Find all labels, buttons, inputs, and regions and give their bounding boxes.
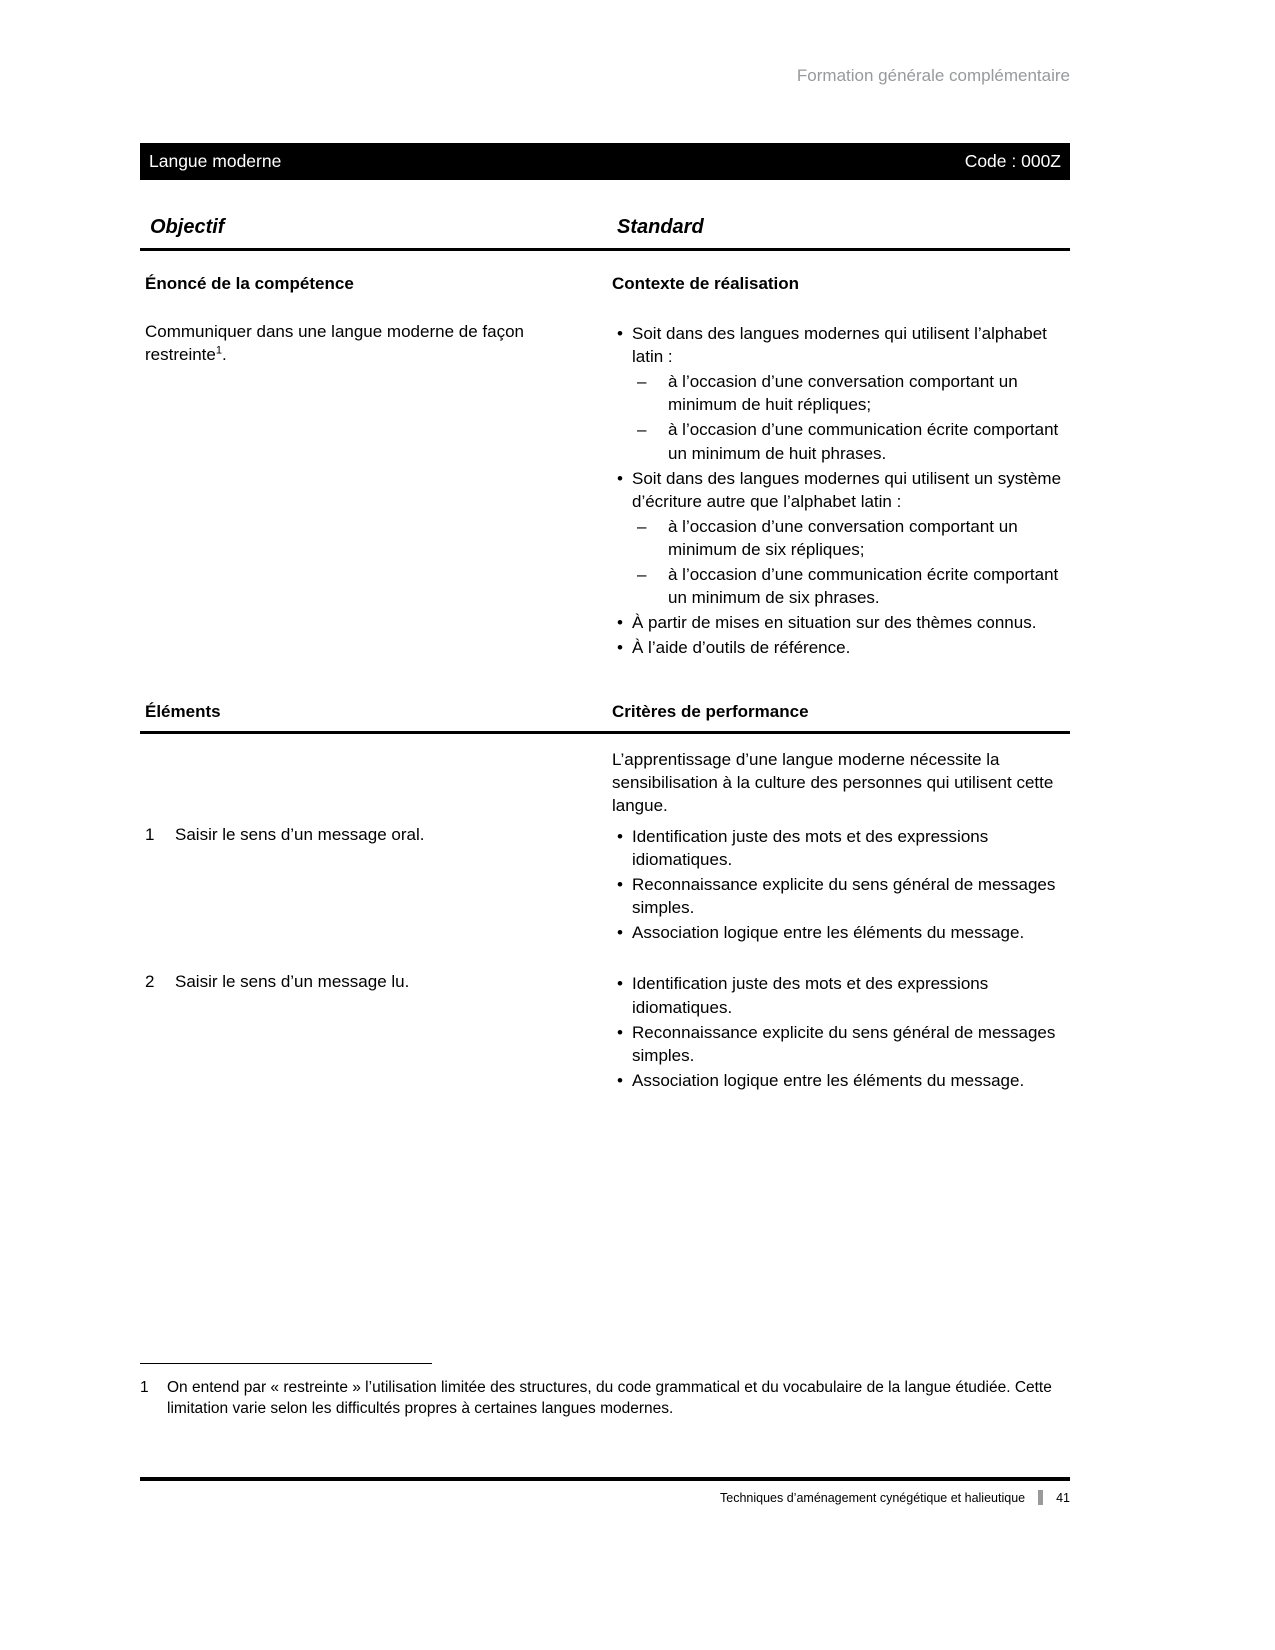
dash-icon: – [637,372,647,392]
element1-row [140,823,1070,945]
sub-list-item-text: à l’occasion d’une conversation comportant un minimum de six répliques; [668,516,1018,559]
page-number: 41 [1056,1490,1070,1505]
footer-inner [140,1490,1070,1505]
context-list [612,320,1070,660]
intro-row [140,748,1070,817]
criteria-list [612,823,1070,945]
list-item [612,1021,1070,1067]
section2-headings-row [140,702,1070,734]
dash-icon: – [637,516,647,536]
competence-statement [140,320,612,660]
element-number: 1 [145,824,155,844]
footnote-reference: 1 [215,344,222,357]
intro-left-spacer [140,748,612,817]
element-item [140,970,612,1092]
bullet-icon: • [617,613,623,633]
elements-heading: Éléments [145,701,221,721]
section1-headings-row [140,274,1070,294]
bullet-icon: • [617,974,623,994]
sub-list-item [612,418,1070,464]
list-item-text: À l’aide d’outils de référence. [632,638,851,658]
sub-list-item-text: à l’occasion d’une communication écrite comportant un minimum de six phrases. [668,565,1059,608]
list-item-text: Association logique entre les éléments du message. [632,923,1025,943]
page-footer [140,1477,1070,1505]
competence-text: Communiquer dans une langue moderne de façon restreinte [145,322,524,365]
footnote-body [140,1377,1070,1420]
column-headers-row [140,216,1070,251]
sub-list-item-text: à l’occasion d’une conversation comportant un minimum de huit répliques; [668,372,1018,415]
standard-header: Standard [617,216,704,238]
list-item-text: Reconnaissance explicite du sens général de messages simples. [632,875,1056,918]
element-text: Saisir le sens d’un message lu. [175,972,410,992]
bullet-icon: • [617,923,623,943]
list-item-text: Identification juste des mots et des expressions idiomatiques. [632,974,989,1017]
criteres-heading: Critères de performance [612,701,809,721]
list-item-text: Identification juste des mots et des expressions idiomatiques. [632,826,989,869]
sub-list-item [612,563,1070,609]
criteria-list [612,970,1070,1092]
footnote-separator [140,1363,432,1364]
list-item [612,1069,1070,1092]
bullet-icon: • [617,875,623,895]
sub-list-item-text: à l’occasion d’une communication écrite comportant un minimum de huit phrases. [668,420,1059,463]
list-item-text: Soit dans des langues modernes qui utilisent l’alphabet latin : [632,324,1047,367]
bullet-icon: • [617,1022,623,1042]
sub-list-item [612,515,1070,561]
list-item [612,322,1070,368]
footer-separator-bar [1038,1490,1043,1505]
section1-body-row [140,320,1070,660]
element2-row [140,970,1070,1092]
list-item [612,636,1070,659]
footnote [140,1363,1070,1420]
dash-icon: – [637,565,647,585]
list-item [612,467,1070,513]
bullet-icon: • [617,324,623,343]
footnote-text: On entend par « restreinte » l’utilisation limitée des structures, du code grammatical et du vocabulaire de la langue étudiée. Cette limitation varie selon les difficultés propres à certaines langues modernes. [167,1379,1052,1418]
contexte-heading: Contexte de réalisation [612,274,800,293]
list-item [612,972,1070,1018]
element-text: Saisir le sens d’un message oral. [175,824,425,844]
objectif-header: Objectif [150,216,225,238]
list-item [612,825,1070,871]
bullet-icon: • [617,638,623,658]
footer-program-title: Techniques d’aménagement cynégétique et halieutique [720,1490,1026,1505]
list-item [612,873,1070,919]
title-bar [140,143,1070,180]
bullet-icon: • [617,826,623,846]
sub-list-item [612,370,1070,416]
list-item [612,611,1070,634]
bullet-icon: • [617,1070,623,1090]
enonce-heading: Énoncé de la compétence [145,274,354,293]
list-item-text: À partir de mises en situation sur des thèmes connus. [632,613,1037,633]
element-number: 2 [145,972,155,992]
title-bar-code: Code : 000Z [964,151,1061,171]
bullet-icon: • [617,468,623,488]
dash-icon: – [637,420,647,440]
footnote-number: 1 [140,1379,149,1396]
title-bar-title: Langue moderne [149,151,282,171]
competence-suffix: . [222,345,227,365]
criteria-intro: L’apprentissage d’une langue moderne nécessite la sensibilisation à la culture des personnes qui utilisent cette langue. [612,749,1054,815]
list-item-text: Association logique entre les éléments du message. [632,1070,1025,1090]
list-item-text: Soit dans des langues modernes qui utilisent un système d’écriture autre que l’alphabet latin : [632,468,1062,511]
element-item [140,823,612,945]
page-header: Formation générale complémentaire [796,66,1070,85]
list-item [612,921,1070,944]
list-item-text: Reconnaissance explicite du sens général de messages simples. [632,1022,1056,1065]
content [140,216,1070,1092]
